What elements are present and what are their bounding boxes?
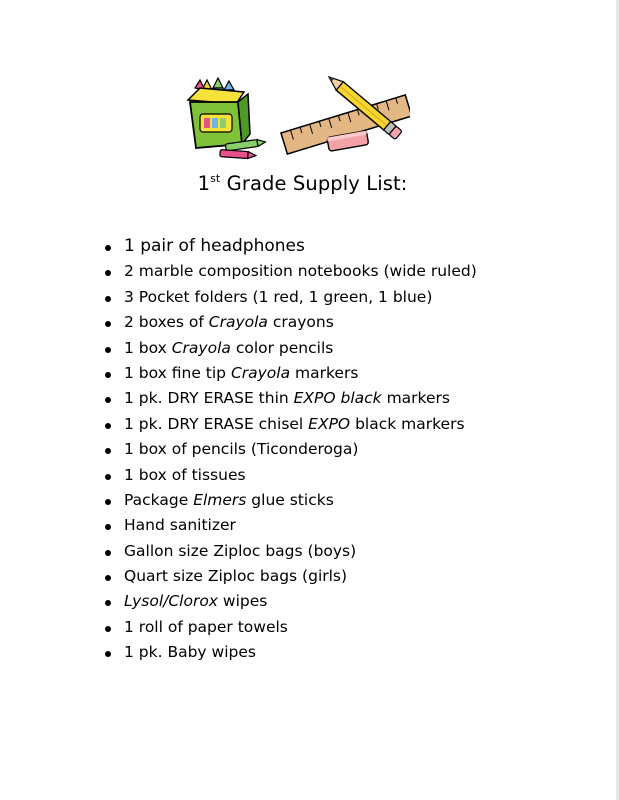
list-item-text: 3 Pocket folders (1 red, 1 green, 1 blue): [124, 287, 433, 306]
list-item-text: Crayola: [171, 338, 231, 357]
list-item: [104, 640, 584, 665]
list-item-text: 1 box of tissues: [124, 465, 246, 484]
list-item-text: 1 box fine tip: [124, 363, 231, 382]
list-item-text: Hand sanitizer: [124, 516, 236, 535]
list-item: [104, 285, 584, 310]
list-item-text: markers: [290, 363, 359, 382]
list-item-text: glue sticks: [246, 490, 334, 509]
list-item: [104, 564, 584, 589]
list-item: [104, 234, 584, 259]
supply-list: [104, 234, 584, 666]
list-item-text: EXPO black: [293, 389, 382, 408]
list-item: [104, 361, 584, 386]
list-item-text: 1 box of pencils (Ticonderoga): [124, 440, 359, 459]
list-item-text: color pencils: [230, 338, 334, 357]
list-item: [104, 539, 584, 564]
list-item-text: 1 box: [124, 338, 172, 357]
school-supplies-clipart: [180, 72, 410, 162]
list-item: [104, 488, 584, 513]
list-item-text: Lysol/Clorox: [124, 592, 218, 611]
list-item-text: Elmers: [193, 490, 247, 509]
list-item-text: EXPO: [308, 414, 351, 433]
list-item-text: 1 pair of headphones: [124, 236, 305, 256]
list-item-text: Package: [124, 490, 194, 509]
list-item: [104, 615, 584, 640]
list-item-text: black markers: [350, 414, 465, 433]
list-item: [104, 463, 584, 488]
list-item: [104, 336, 584, 361]
list-item: [104, 412, 584, 437]
list-item-text: wipes: [217, 592, 268, 611]
list-item-text: 1 roll of paper towels: [124, 617, 288, 636]
list-item: [104, 437, 584, 462]
list-item: [104, 310, 584, 335]
list-item: [104, 259, 584, 284]
page-title: 1st Grade Supply List:: [197, 172, 408, 195]
list-item-text: Crayola: [230, 363, 291, 382]
list-item-text: Gallon size Ziploc bags (boys): [124, 541, 357, 560]
list-item-text: 1 pk. Baby wipes: [124, 643, 256, 662]
list-item-text: Quart size Ziploc bags (girls): [124, 567, 348, 586]
list-item-text: Crayola: [208, 313, 268, 332]
list-item-text: 1 pk. DRY ERASE chisel: [124, 414, 309, 433]
list-item-text: markers: [381, 389, 450, 408]
ruler-pencil-eraser-icon: [281, 73, 410, 154]
list-item: [104, 513, 584, 538]
list-item-text: crayons: [267, 313, 334, 332]
list-item-text: 2 marble composition notebooks (wide ruled): [124, 262, 477, 281]
crayon-box-icon: [188, 78, 266, 159]
list-item: [104, 386, 584, 411]
list-item-text: 2 boxes of: [124, 313, 209, 332]
list-item: [104, 589, 584, 614]
list-item-text: 1 pk. DRY ERASE thin: [124, 389, 294, 408]
